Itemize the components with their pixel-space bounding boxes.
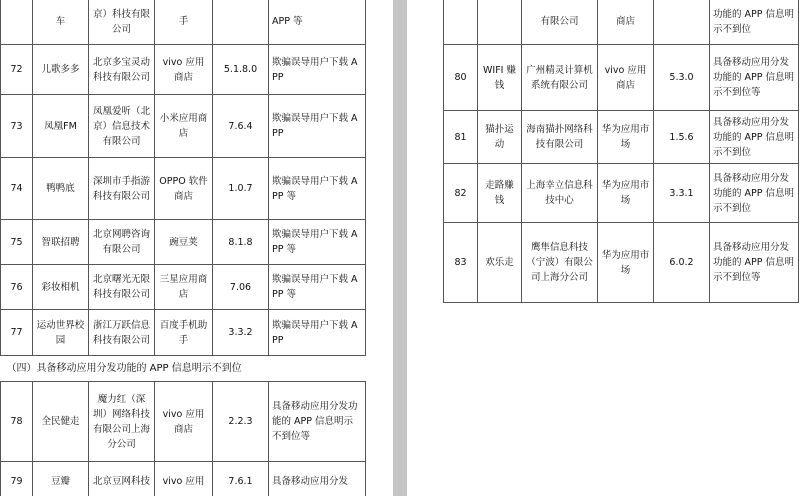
app-name: 猫扑运动 [478, 111, 522, 164]
app-store: vivo 应用商店 [598, 45, 654, 111]
app-store: vivo 应用商店 [155, 382, 213, 462]
app-store: 手 [155, 0, 213, 45]
issue-description: 欺骗误导用户下载 APP [269, 45, 366, 95]
company-name: 京）科技有限公司 [89, 0, 155, 45]
company-name: 上海幸立信息科技中心 [522, 164, 598, 223]
row-number: 83 [444, 223, 478, 303]
company-name: 鹰隼信息科技（宁波）有限公司上海分公司 [522, 223, 598, 303]
app-version: 3.3.2 [213, 310, 269, 356]
row-number [444, 0, 478, 45]
company-name: 浙江万跃信息科技有限公司 [89, 310, 155, 356]
company-name: 魔力红（深圳）网络科技有限公司上海分公司 [89, 382, 155, 462]
company-name: 海南猫扑网络科技有限公司 [522, 111, 598, 164]
app-name: 豆瓣 [33, 462, 89, 496]
app-name: WIFI 赚钱 [478, 45, 522, 111]
app-version: 3.3.1 [654, 164, 710, 223]
issue-description: 具备移动应用分发功能的 APP 信息明示不到位等 [269, 382, 366, 462]
issue-description: 具备移动应用分发 [269, 462, 366, 496]
table-row [1, 220, 366, 265]
app-store: 商店 [598, 0, 654, 45]
app-store: 百度手机助手 [155, 310, 213, 356]
table-row [1, 0, 366, 45]
company-name: 有限公司 [522, 0, 598, 45]
app-version: 5.1.8.0 [213, 45, 269, 95]
company-name: 北京豆网科技 [89, 462, 155, 496]
app-version: 6.0.2 [654, 223, 710, 303]
app-store: vivo 应用 [155, 462, 213, 496]
issue-description: 具备移动应用分发功能的 APP 信息明示不到位 [710, 164, 799, 223]
app-name [478, 0, 522, 45]
app-store: OPPO 软件商店 [155, 158, 213, 220]
page-gap [393, 0, 407, 496]
table-row [444, 223, 799, 303]
issue-description: 欺骗误导用户下载 APP [269, 95, 366, 158]
table-row [1, 462, 366, 496]
app-store: 华为应用市场 [598, 111, 654, 164]
document-page-left [0, 0, 393, 496]
app-name: 运动世界校园 [33, 310, 89, 356]
app-store: vivo 应用商店 [155, 45, 213, 95]
company-name: 深圳市手指游科技有限公司 [89, 158, 155, 220]
app-store: 三星应用商店 [155, 265, 213, 310]
row-number: 76 [1, 265, 33, 310]
app-store: 小米应用商店 [155, 95, 213, 158]
row-number: 82 [444, 164, 478, 223]
table-row [1, 265, 366, 310]
company-name: 北京网聘咨询有限公司 [89, 220, 155, 265]
issue-description: 具备移动应用分发功能的 APP 信息明示不到位等 [710, 45, 799, 111]
document-page-right [407, 0, 800, 496]
company-name: 广州精灵计算机系统有限公司 [522, 45, 598, 111]
app-name: 鸭鸭底 [33, 158, 89, 220]
issue-description: 欺骗误导用户下载 APP [269, 310, 366, 356]
table-row [1, 158, 366, 220]
row-number: 80 [444, 45, 478, 111]
table-row [444, 45, 799, 111]
company-name: 北京曙光无限科技有限公司 [89, 265, 155, 310]
app-store: 豌豆荚 [155, 220, 213, 265]
app-name: 全民健走 [33, 382, 89, 462]
app-name: 智联招聘 [33, 220, 89, 265]
row-number: 72 [1, 45, 33, 95]
app-version [654, 0, 710, 45]
row-number: 81 [444, 111, 478, 164]
app-name: 走路赚钱 [478, 164, 522, 223]
issue-description: 欺骗误导用户下载 APP 等 [269, 220, 366, 265]
row-number: 75 [1, 220, 33, 265]
app-version: 7.06 [213, 265, 269, 310]
issue-description: 功能的 APP 信息明示不到位 [710, 0, 799, 45]
app-version: 2.2.3 [213, 382, 269, 462]
row-number: 77 [1, 310, 33, 356]
app-name: 欢乐走 [478, 223, 522, 303]
table-row [444, 111, 799, 164]
issue-description: 具备移动应用分发功能的 APP 信息明示不到位等 [710, 223, 799, 303]
app-version: 1.0.7 [213, 158, 269, 220]
table-row [444, 0, 799, 45]
issue-description: 具备移动应用分发功能的 APP 信息明示不到位 [710, 111, 799, 164]
section-title: （四）具备移动应用分发功能的 APP 信息明示不到位 [1, 356, 366, 382]
company-name: 凤凰爱听（北京）信息技术有限公司 [89, 95, 155, 158]
row-number [1, 0, 33, 45]
company-name: 北京多宝灵动科技有限公司 [89, 45, 155, 95]
app-version: 8.1.8 [213, 220, 269, 265]
issue-description: APP 等 [269, 0, 366, 45]
table-row [1, 382, 366, 462]
section-header-row [1, 356, 366, 382]
table-row [1, 45, 366, 95]
issue-description: 欺骗误导用户下载 APP 等 [269, 158, 366, 220]
app-store: 华为应用市场 [598, 223, 654, 303]
app-name: 车 [33, 0, 89, 45]
row-number: 79 [1, 462, 33, 496]
app-version: 7.6.1 [213, 462, 269, 496]
app-list-table-left [0, 0, 366, 496]
app-version: 7.6.4 [213, 95, 269, 158]
app-version: 5.3.0 [654, 45, 710, 111]
app-name: 凤凰FM [33, 95, 89, 158]
app-version [213, 0, 269, 45]
row-number: 74 [1, 158, 33, 220]
app-store: 华为应用市场 [598, 164, 654, 223]
issue-description: 欺骗误导用户下载 APP 等 [269, 265, 366, 310]
app-list-table-right [443, 0, 799, 303]
table-row [1, 310, 366, 356]
table-row [1, 95, 366, 158]
table-row [444, 164, 799, 223]
app-version: 1.5.6 [654, 111, 710, 164]
row-number: 73 [1, 95, 33, 158]
app-name: 儿歌多多 [33, 45, 89, 95]
row-number: 78 [1, 382, 33, 462]
app-name: 彩妆相机 [33, 265, 89, 310]
